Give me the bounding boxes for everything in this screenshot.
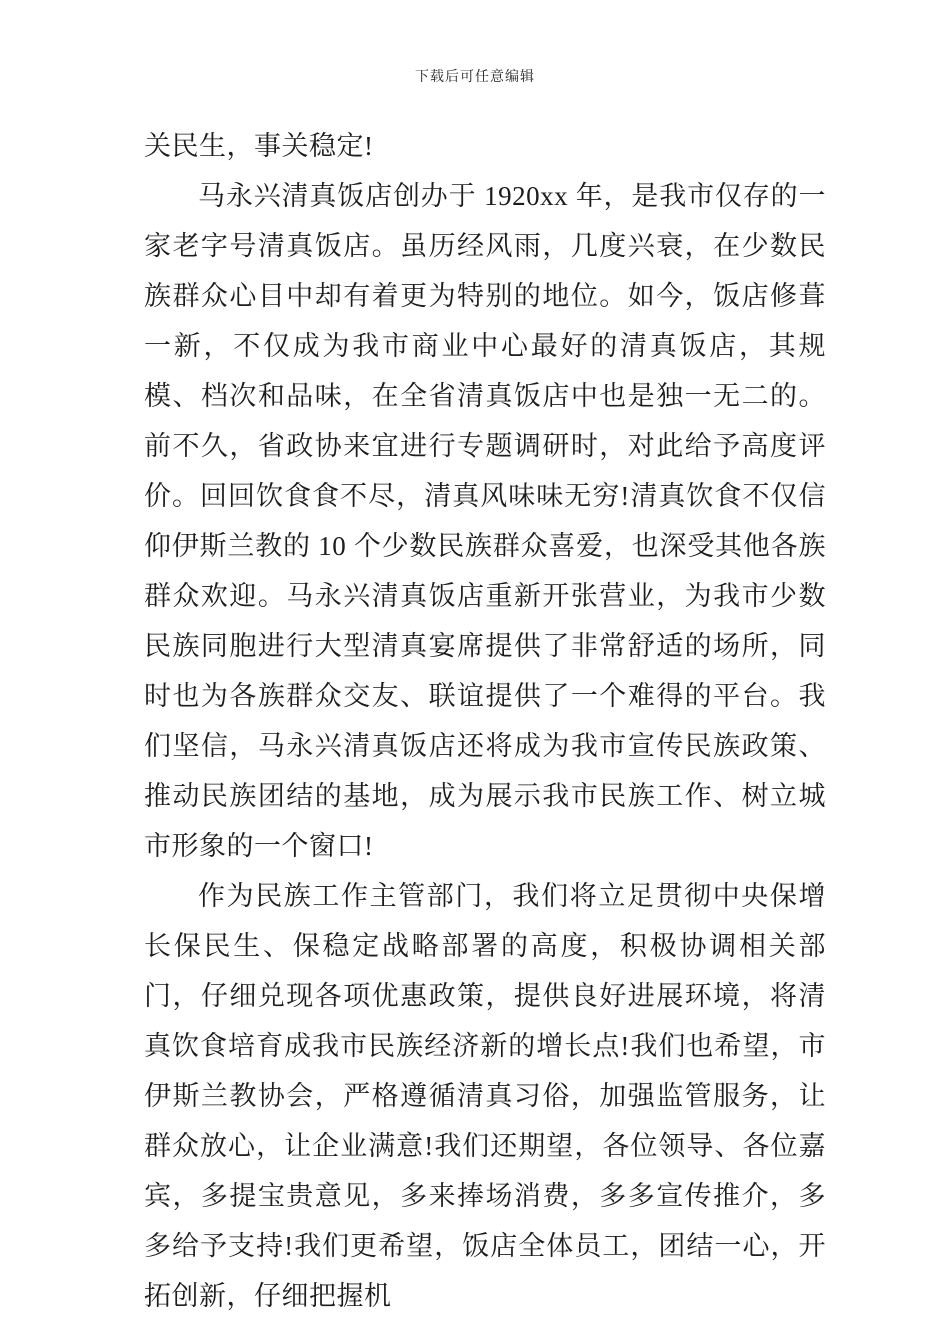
paragraph: 关民生，事关稳定! <box>144 131 374 161</box>
document-body <box>144 121 826 1321</box>
paragraph: 马永兴清真饭店创办于 1920xx 年，是我市仅存的一家老字号清真饭店。虽历经风雨，几度兴衰，在少数民族群众心目中却有着更为特别的地位。如今，饭店修葺一新，不仅成为我市商业中心最好的清真饭店，其规模、档次和品味，在全省清真饭店中也是独一无二的。前不久，省政协来宜进行专题调研时，对此给予高度评价。回回饮食食不尽，清真风味味无穷!清真饮食不仅信仰伊斯兰教的 10 个少数民族群众喜爱，也深受其他各族群众欢迎。马永兴清真饭店重新开张营业，为我市少数民族同胞进行大型清真宴席提供了非常舒适的场所，同时也为各族群众交友、联谊提供了一个难得的平台。我们坚信，马永兴清真饭店还将成为我市宣传民族政策、推动民族团结的基地，成为展示我市民族工作、树立城市形象的一个窗口! <box>144 181 826 861</box>
paragraph: 作为民族工作主管部门，我们将立足贯彻中央保增长保民生、保稳定战略部署的高度，积极协调相关部门，仔细兑现各项优惠政策，提供良好进展环境，将清真饮食培育成我市民族经济新的增长点!我们也希望，市伊斯兰教协会，严格遵循清真习俗，加强监管服务，让群众放心，让企业满意!我们还期望，各位领导、各位嘉宾，多提宝贵意见，多来捧场消费，多多宣传推介，多多给予支持!我们更希望，饭店全体员工，团结一心，开拓创新，仔细把握机 <box>144 881 826 1311</box>
editable-watermark-header: 下载后可任意编辑 <box>415 70 535 85</box>
